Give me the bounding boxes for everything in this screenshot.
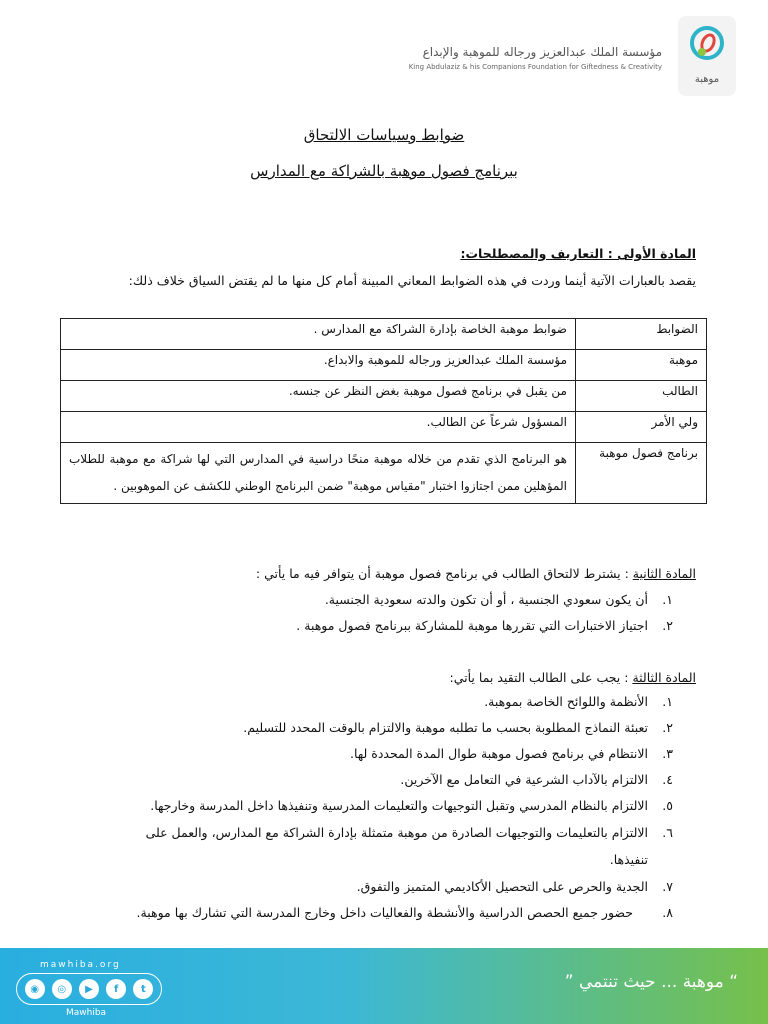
- table-row: [61, 381, 707, 412]
- org-name-arabic: مؤسسة الملك عبدالعزيز ورجاله للموهبة والإبداع: [422, 45, 662, 59]
- logo-mark-icon: [690, 26, 724, 60]
- definitions-table: [60, 318, 707, 504]
- article1-intro: يقصد بالعبارات الآتية أينما وردت في هذه الضوابط المعاني المبينة أمام كل منها ما لم يقتض السياق خلاف ذلك:: [128, 273, 696, 288]
- list-number: ٤.: [662, 772, 673, 787]
- table-row: [61, 319, 707, 350]
- article1-heading: المادة الأولى : التعاريف والمصطلحات:: [460, 246, 696, 261]
- definition-cell: مؤسسة الملك عبدالعزيز ورجاله للموهبة والابداع.: [61, 350, 576, 381]
- list-item: الالتزام بالآداب الشرعية في التعامل مع الآخرين.: [400, 772, 648, 787]
- list-number: ٧.: [662, 879, 673, 894]
- list-number: ١.: [662, 592, 673, 607]
- definition-cell: ضوابط موهبة الخاصة بإدارة الشراكة مع المدارس .: [61, 319, 576, 350]
- list-item: تعبئة النماذج المطلوبة بحسب ما تطلبه موهبة والالتزام بالوقت المحدد للتسليم.: [243, 720, 648, 735]
- list-item: الالتزام بالنظام المدرسي وتقبل التوجيهات والتعليمات المدرسية وتنفيذها داخل المدرسة وخارجها.: [150, 798, 648, 813]
- article2-text: : يشترط لالتحاق الطالب في برنامج فصول موهبة أن يتوافر فيه ما يأتي :: [255, 566, 629, 581]
- list-number: ٨.: [662, 905, 673, 920]
- list-item: الالتزام بالتعليمات والتوجيهات الصادرة من موهبة متمثلة بإدارة الشراكة مع المدارس، والعمل على: [145, 825, 648, 840]
- footer-handle: Mawhiba: [66, 1008, 107, 1018]
- article3-heading: المادة الثالثة: [632, 670, 696, 685]
- list-number: ٥.: [662, 798, 673, 813]
- org-name-english: King Abdulaziz & his Companions Foundation for Giftedness & Creativity: [408, 63, 662, 71]
- list-item: حضور جميع الحصص الدراسية والأنشطة والفعاليات داخل وخارج المدرسة التي تشارك بها موهبة.: [136, 905, 633, 920]
- definition-cell: هو البرنامج الذي تقدم من خلاله موهبة منحًا دراسية في المدارس التي لها شراكة مع موهبة للطلاب المؤهلين ممن اجتازوا اختبار "مقياس موهبة" ضمن البرنامج الوطني للكشف عن الموهوبين .: [61, 443, 576, 504]
- youtube-icon[interactable]: ▶: [79, 979, 99, 999]
- article3-paragraph: [450, 670, 696, 685]
- footer-slogan: “ موهبة ... حيث تنتمي ”: [564, 972, 738, 992]
- term-cell: الضوابط: [576, 319, 707, 350]
- term-cell: الطالب: [576, 381, 707, 412]
- list-item: الانتظام في برنامج فصول موهبة طوال المدة المحددة لها.: [349, 746, 648, 761]
- article3-text: : يجب على الطالب التقيد بما يأتي:: [449, 670, 629, 685]
- list-number: ١.: [662, 694, 673, 709]
- facebook-icon[interactable]: f: [106, 979, 126, 999]
- document-title: ضوابط وسياسات الالتحاق: [303, 126, 465, 144]
- table-row: [61, 443, 707, 504]
- table-row: [61, 412, 707, 443]
- list-item: الجدية والحرص على التحصيل الأكاديمي المتميز والتفوق.: [356, 879, 648, 894]
- article2-paragraph: [256, 566, 696, 581]
- social-icons-bar: [16, 973, 162, 1005]
- list-number: ٦.: [662, 825, 673, 840]
- mawhiba-logo: [678, 16, 736, 96]
- article2-heading: المادة الثانية: [632, 566, 696, 581]
- list-item-continuation: تنفيذها.: [609, 852, 648, 867]
- list-number: ٢.: [662, 720, 673, 735]
- term-cell: ولي الأمر: [576, 412, 707, 443]
- list-number: ٣.: [662, 746, 673, 761]
- snapchat-icon[interactable]: ◉: [25, 979, 45, 999]
- instagram-icon[interactable]: ◎: [52, 979, 72, 999]
- footer-url[interactable]: mawhiba.org: [40, 960, 121, 970]
- table-row: [61, 350, 707, 381]
- list-number: ٢.: [662, 618, 673, 633]
- twitter-icon[interactable]: t: [133, 979, 153, 999]
- list-item: اجتياز الاختبارات التي تقررها موهبة للمشاركة ببرنامج فصول موهبة .: [296, 618, 648, 633]
- logo-text: موهبة: [694, 74, 720, 85]
- list-item: الأنظمة واللوائح الخاصة بموهبة.: [484, 694, 648, 709]
- term-cell: برنامج فصول موهبة: [576, 443, 707, 504]
- definition-cell: المسؤول شرعاً عن الطالب.: [61, 412, 576, 443]
- definition-cell: من يقبل في برنامج فصول موهبة بغض النظر عن جنسه.: [61, 381, 576, 412]
- term-cell: موهبة: [576, 350, 707, 381]
- list-item: أن يكون سعودي الجنسية ، أو أن تكون والدته سعودية الجنسية.: [324, 592, 648, 607]
- document-subtitle: ببرنامج فصول موهبة بالشراكة مع المدارس: [250, 162, 518, 180]
